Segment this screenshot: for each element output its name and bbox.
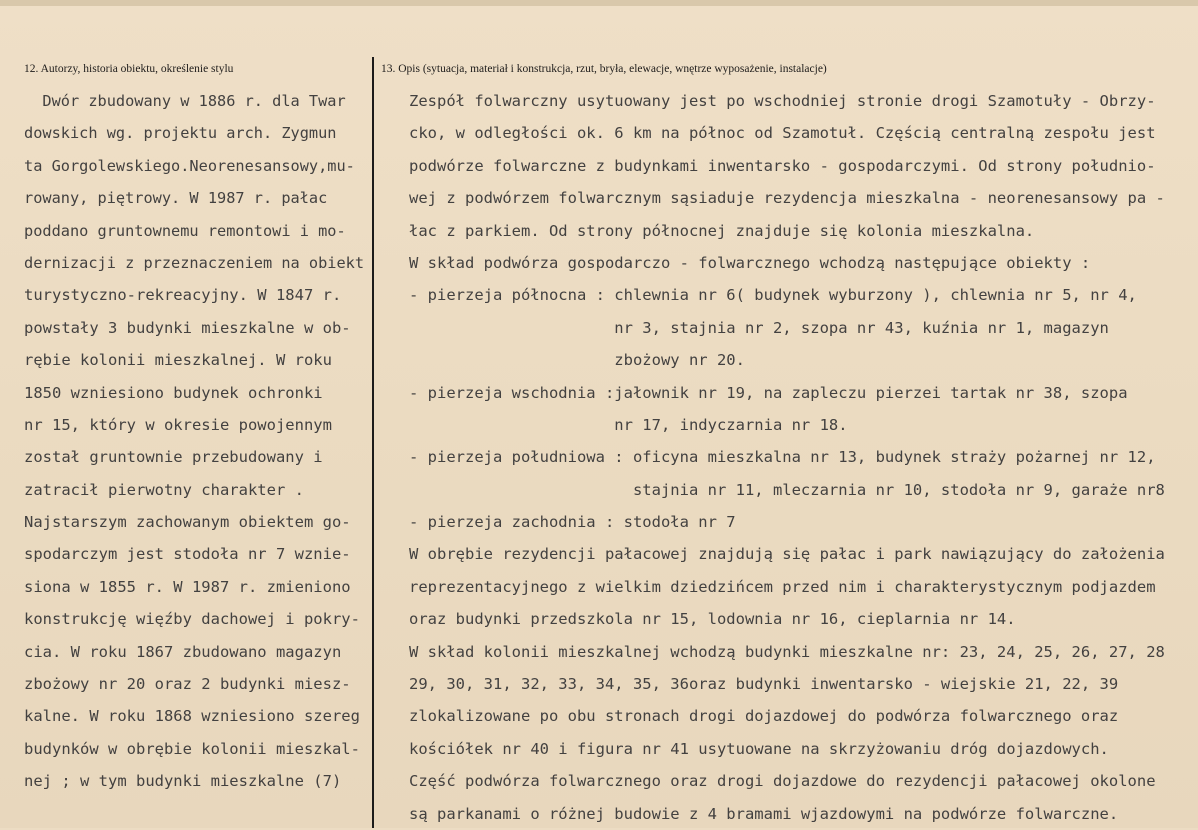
section-13-line: oraz budynki przedszkola nr 15, lodownia nr 16, cieplarnia nr 14. bbox=[409, 610, 1016, 629]
section-13-line: stajnia nr 11, mleczarnia nr 10, stodoła nr 9, garaże nr8 bbox=[409, 480, 1165, 499]
section-13-line: 29, 30, 31, 32, 33, 34, 35, 36oraz budynki inwentarsko - wiejskie 21, 22, 39 bbox=[409, 675, 1119, 694]
section-12-line: kalne. W roku 1868 wzniesiono szereg bbox=[24, 707, 360, 726]
section-13-line: kościółek nr 40 i figura nr 41 usytuowane na skrzyżowaniu dróg dojazdowych. bbox=[409, 739, 1109, 758]
section-13-line: - pierzeja południowa : oficyna mieszkalna nr 13, budynek straży pożarnej nr 12, bbox=[409, 448, 1156, 467]
section-12-line: został gruntownie przebudowany i bbox=[24, 448, 323, 467]
section-12-line: 1850 wzniesiono budynek ochronki bbox=[24, 383, 323, 402]
section-13-line: zlokalizowane po obu stronach drogi dojazdowej do podwórza folwarcznego oraz bbox=[409, 707, 1119, 726]
section-13-line: łac z parkiem. Od strony północnej znajduje się kolonia mieszkalna. bbox=[409, 221, 1035, 240]
section-13-line: wej z podwórzem folwarcznym sąsiaduje rezydencja mieszkalna - neorenesansowy pa - bbox=[409, 189, 1165, 208]
section-12-line: Najstarszym zachowanym obiektem go- bbox=[24, 513, 351, 532]
section-13-line: są parkanami o różnej budowie z 4 bramami wjazdowymi na podwórze folwarczne. bbox=[409, 804, 1119, 823]
section-12-line: nej ; w tym budynki mieszkalne (7) bbox=[24, 772, 342, 791]
section-12-line: zbożowy nr 20 oraz 2 budynki miesz- bbox=[24, 675, 351, 694]
section-13-line: Zespół folwarczny usytuowany jest po wschodniej stronie drogi Szamotuły - Obrzy- bbox=[409, 92, 1156, 110]
section-13-text bbox=[409, 85, 1165, 830]
section-12-line: dowskich wg. projektu arch. Zygmun bbox=[24, 124, 337, 143]
page-top-edge bbox=[0, 0, 1198, 6]
section-13-line: - pierzeja północna : chlewnia nr 6( budynek wyburzony ), chlewnia nr 5, nr 4, bbox=[409, 286, 1137, 305]
section-12-line: rowany, piętrowy. W 1987 r. pałac bbox=[24, 189, 328, 208]
column-divider bbox=[372, 57, 374, 828]
section-13-line: reprezentacyjnego z wielkim dziedzińcem przed nim i charakterystycznym podjazdem bbox=[409, 577, 1156, 596]
section-12-line: ta Gorgolewskiego.Neorenesansowy,mu- bbox=[24, 156, 355, 175]
section-12-header: 12. Autorzy, historia obiektu, określenie stylu bbox=[24, 63, 234, 75]
section-12-line: rębie kolonii mieszkalnej. W roku bbox=[24, 351, 332, 370]
section-12-line: turystyczno-rekreacyjny. W 1847 r. bbox=[24, 286, 342, 305]
section-12-line: Dwór zbudowany w 1886 r. dla Twar bbox=[24, 92, 346, 110]
section-13-line: zbożowy nr 20. bbox=[409, 351, 745, 370]
section-12-line: cia. W roku 1867 zbudowano magazyn bbox=[24, 642, 342, 661]
section-13-line: - pierzeja wschodnia :jałownik nr 19, na zapleczu pierzei tartak nr 38, szopa bbox=[409, 383, 1128, 402]
section-13-line: - pierzeja zachodnia : stodoła nr 7 bbox=[409, 513, 736, 532]
section-13-line: W skład kolonii mieszkalnej wchodzą budynki mieszkalne nr: 23, 24, 25, 26, 27, 28 bbox=[409, 642, 1165, 661]
section-12-text bbox=[24, 85, 364, 798]
section-13-line: nr 3, stajnia nr 2, szopa nr 43, kuźnia nr 1, magazyn bbox=[409, 318, 1109, 337]
section-12-line: powstały 3 budynki mieszkalne w ob- bbox=[24, 318, 351, 337]
section-12-line: siona w 1855 r. W 1987 r. zmieniono bbox=[24, 577, 351, 596]
section-12-line: konstrukcję więźby dachowej i pokry- bbox=[24, 610, 360, 629]
section-12-line: budynków w obrębie kolonii mieszkal- bbox=[24, 739, 360, 758]
section-12-line: poddano gruntownemu remontowi i mo- bbox=[24, 221, 346, 240]
section-12-line: zatracił pierwotny charakter . bbox=[24, 480, 304, 499]
section-12-line: nr 15, który w okresie powojennym bbox=[24, 415, 332, 434]
section-12-line: spodarczym jest stodoła nr 7 wznie- bbox=[24, 545, 351, 564]
section-13-line: cko, w odległości ok. 6 km na północ od Szamotuł. Częścią centralną zespołu jest bbox=[409, 124, 1156, 143]
section-13-line: podwórze folwarczne z budynkami inwentarsko - gospodarczymi. Od strony południo- bbox=[409, 156, 1156, 175]
section-13-line: Część podwórza folwarcznego oraz drogi dojazdowe do rezydencji pałacowej okolone bbox=[409, 772, 1156, 791]
section-13-line: nr 17, indyczarnia nr 18. bbox=[409, 415, 848, 434]
section-13-header: 13. Opis (sytuacja, materiał i konstrukcja, rzut, bryła, elewacje, wnętrze wyposażenie, instalacje) bbox=[381, 63, 827, 75]
section-13-line: W obrębie rezydencji pałacowej znajdują się pałac i park nawiązujący do założenia bbox=[409, 545, 1165, 564]
section-12-line: dernizacji z przeznaczeniem na obiekt bbox=[24, 253, 365, 272]
section-13-line: W skład podwórza gospodarczo - folwarcznego wchodzą następujące obiekty : bbox=[409, 253, 1091, 272]
